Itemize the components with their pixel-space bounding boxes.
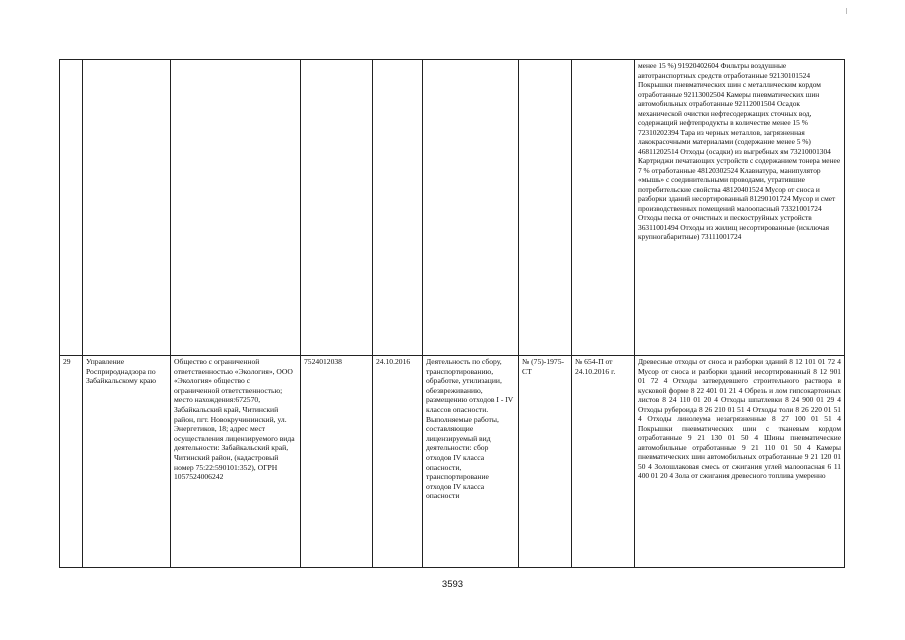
cell-license-number bbox=[519, 60, 572, 356]
cell-number bbox=[60, 60, 83, 356]
cell-date: 24.10.2016 bbox=[373, 356, 423, 568]
cell-authority bbox=[83, 60, 171, 356]
cell-licensee bbox=[171, 60, 301, 356]
scan-mark bbox=[846, 8, 847, 14]
license-register-table bbox=[59, 59, 845, 568]
cell-inn bbox=[301, 60, 373, 356]
table-row bbox=[60, 356, 845, 568]
cell-number: 29 bbox=[60, 356, 83, 568]
table-row-continuation bbox=[60, 60, 845, 356]
cell-order: № 654-П от 24.10.2016 г. bbox=[572, 356, 635, 568]
cell-authority: Управление Росприроднадзора по Забайкальскому краю bbox=[83, 356, 171, 568]
cell-licensee: Общество с ограниченной ответственностью «Экология», ООО «Экология» общество с ограниченной ответственностью; место нахождения:672570, Забайкальский край, Читинский район, пгт. Новокручининский, ул. Энергетиков, 18; адрес мест осуществления лицензируемого вида деятельности: Забайкальский край, Читинский район, (кадастровый номер 75:22:590101:352), ОГРН 1057524006242 bbox=[171, 356, 301, 568]
cell-order bbox=[572, 60, 635, 356]
cell-inn: 7524012038 bbox=[301, 356, 373, 568]
cell-activity bbox=[423, 60, 519, 356]
cell-license-number: № (75)-1975-СТ bbox=[519, 356, 572, 568]
cell-waste-list: Древесные отходы от сноса и разборки зданий 8 12 101 01 72 4 Мусор от сноса и разборки зданий несортированный 8 12 901 01 72 4 Отходы затвердевшего строительного раствора в кусковой форме 8 22 401 01 21 4 Обрезь и лом гипсокартонных листов 8 24 110 01 20 4 Отходы шпатлевки 8 24 900 01 29 4 Отходы рубероида 8 26 210 01 51 4 Отходы толи 8 26 220 01 51 4 Отходы линолеума незагрязненные 8 27 100 01 51 4 Покрышки пневматических шин с тканевым кордом отработанные 9 21 130 01 50 4 Шины пневматические автомобильные отработанные 9 21 110 01 50 4 Камеры пневматических шин автомобильных отработанные 9 21 120 01 50 4 Золошлаковая смесь от сжигания углей малоопасная 6 11 400 01 20 4 Зола от сжигания древесного топлива умеренно bbox=[635, 356, 845, 568]
page-number: 3593 bbox=[441, 579, 464, 590]
cell-waste-list: менее 15 %) 91920402604 Фильтры воздушные автотранспортных средств отработанные 92130101524 Покрышки пневматических шин с металлическим кордом отработанные 92113002504 Камеры пневматических шин автомобильных отработанные 92112001504 Осадок механической очистки нефтесодержащих сточных вод, содержащий нефтепродукты в количестве менее 15 % 72310202394 Тара из черных металлов, загрязненная лакокрасочными материалами (содержание менее 5 %) 46811202514 Отходы (осадки) из выгребных ям 73210001304 Картриджи печатающих устройств с содержанием тонера менее 7 % отработанные 48120302524 Клавиатура, манипулятор «мышь» с соединительными проводами, утратившие потребительские свойства 48120401524 Мусор от сноса и разборки зданий несортированный 81290101724 Мусор и смет производственных помещений малоопасный 73321001724 Отходы песка от очистных и пескоструйных устройств 36311001494 Отходы из жилищ несортированные (исключая крупногабаритные) 73111001724 bbox=[635, 60, 845, 356]
cell-activity: Деятельность по сбору, транспортированию, обработке, утилизации, обезвреживанию, размещению отходов I - IV классов опасности. Выполняемые работы, составляющие лицензируемый вид деятельности: сбор отходов IV класса опасности, транспортирование отходов IV класса опасности bbox=[423, 356, 519, 568]
cell-date bbox=[373, 60, 423, 356]
